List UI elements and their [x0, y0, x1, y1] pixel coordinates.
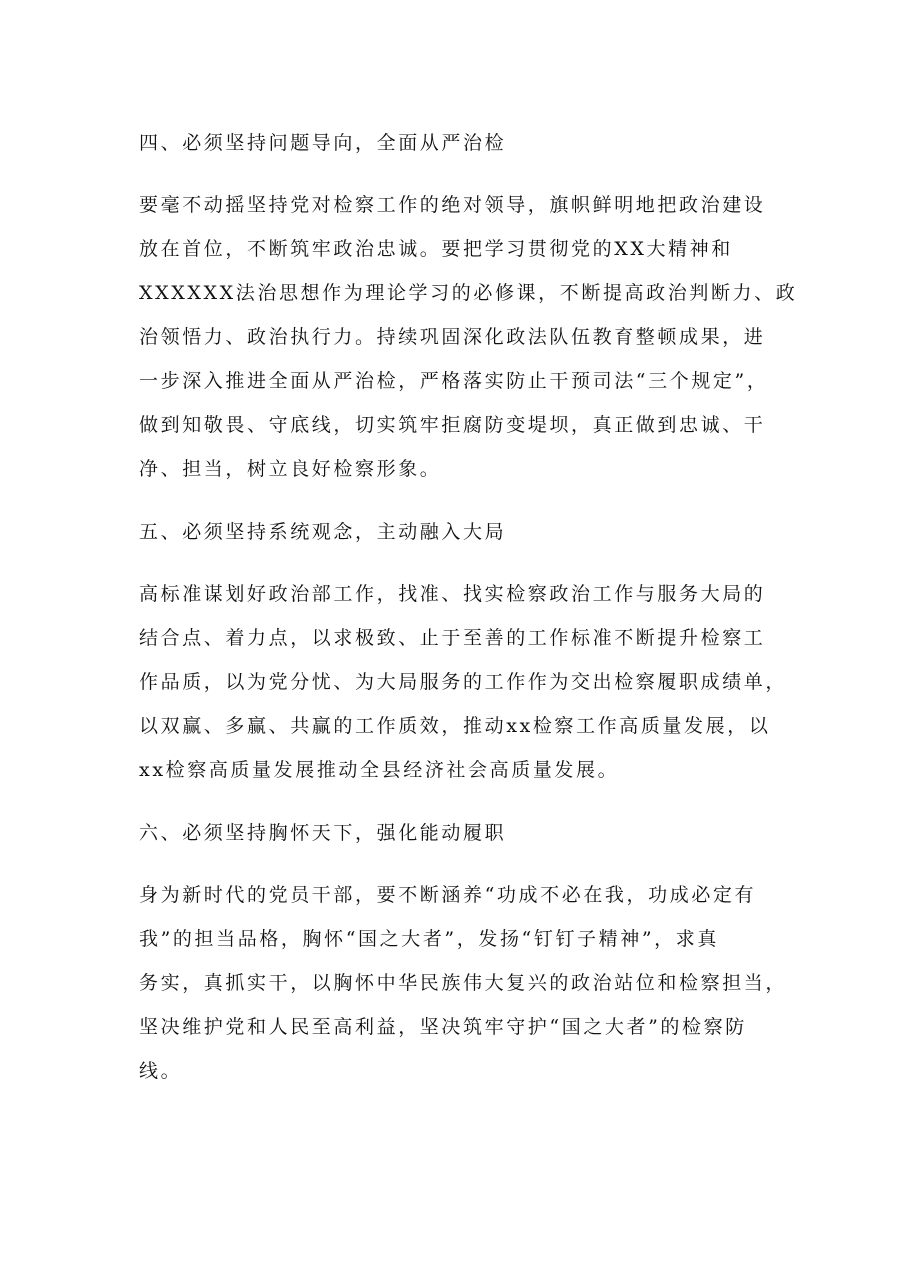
paragraph-line: 高标准谋划好政治部工作，找准、找实检察政治工作与服务大局的	[139, 583, 766, 605]
paragraph-line: 身为新时代的党员干部，要不断涵养“功成不必在我，功成必定有	[139, 884, 757, 906]
paragraph-line: 放在首位，不断筑牢政治忠诚。要把学习贯彻党的XX大精神和	[139, 238, 733, 260]
section-paragraph-4	[139, 183, 798, 491]
paragraph-line: 务实，真抓实干，以胸怀中华民族伟大复兴的政治站位和检察担当，	[139, 972, 788, 994]
paragraph-line: 我”的担当品格，胸怀“国之大者”，发扬“钉钉子精神”，求真	[139, 928, 719, 950]
paragraph-line: xx检察高质量发展推动全县经济社会高质量发展。	[139, 759, 620, 781]
paragraph-line: 作品质，以为党分忧、为大局服务的工作作为交出检察履职成绩单，	[139, 671, 788, 693]
section-heading-5: 五、必须坚持系统观念，主动融入大局	[139, 521, 507, 543]
section-heading-4: 四、必须坚持问题导向，全面从严治检	[139, 132, 507, 154]
document-body	[139, 120, 798, 1093]
paragraph-line: 坚决维护党和人民至高利益，坚决筑牢守护“国之大者”的检察防	[139, 1016, 747, 1038]
paragraph-line: 净、担当，树立良好检察形象。	[139, 458, 442, 480]
section-heading-6: 六、必须坚持胸怀天下，强化能动履职	[139, 822, 507, 844]
paragraph-line: 治领悟力、政治执行力。持续巩固深化政法队伍教育整顿成果，进	[139, 326, 766, 348]
section-paragraph-5	[139, 572, 788, 792]
paragraph-line: 结合点、着力点，以求极致、止于至善的工作标准不断提升检察工	[139, 627, 766, 649]
paragraph-line: 要毫不动摇坚持党对检察工作的绝对领导，旗帜鲜明地把政治建设	[139, 194, 766, 216]
paragraph-line: 做到知敬畏、守底线，切实筑牢拒腐防变堤坝，真正做到忠诚、干	[139, 414, 766, 436]
paragraph-line: XXXXXX法治思想作为理论学习的必修课，不断提高政治判断力、政	[139, 282, 798, 304]
paragraph-line: 一步深入推进全面从严治检，严格落实防止干预司法“三个规定”，	[139, 370, 769, 392]
section-paragraph-6	[139, 873, 788, 1093]
paragraph-line: 线。	[139, 1060, 183, 1082]
paragraph-line: 以双赢、多赢、共赢的工作质效，推动xx检察工作高质量发展，以	[139, 715, 771, 737]
